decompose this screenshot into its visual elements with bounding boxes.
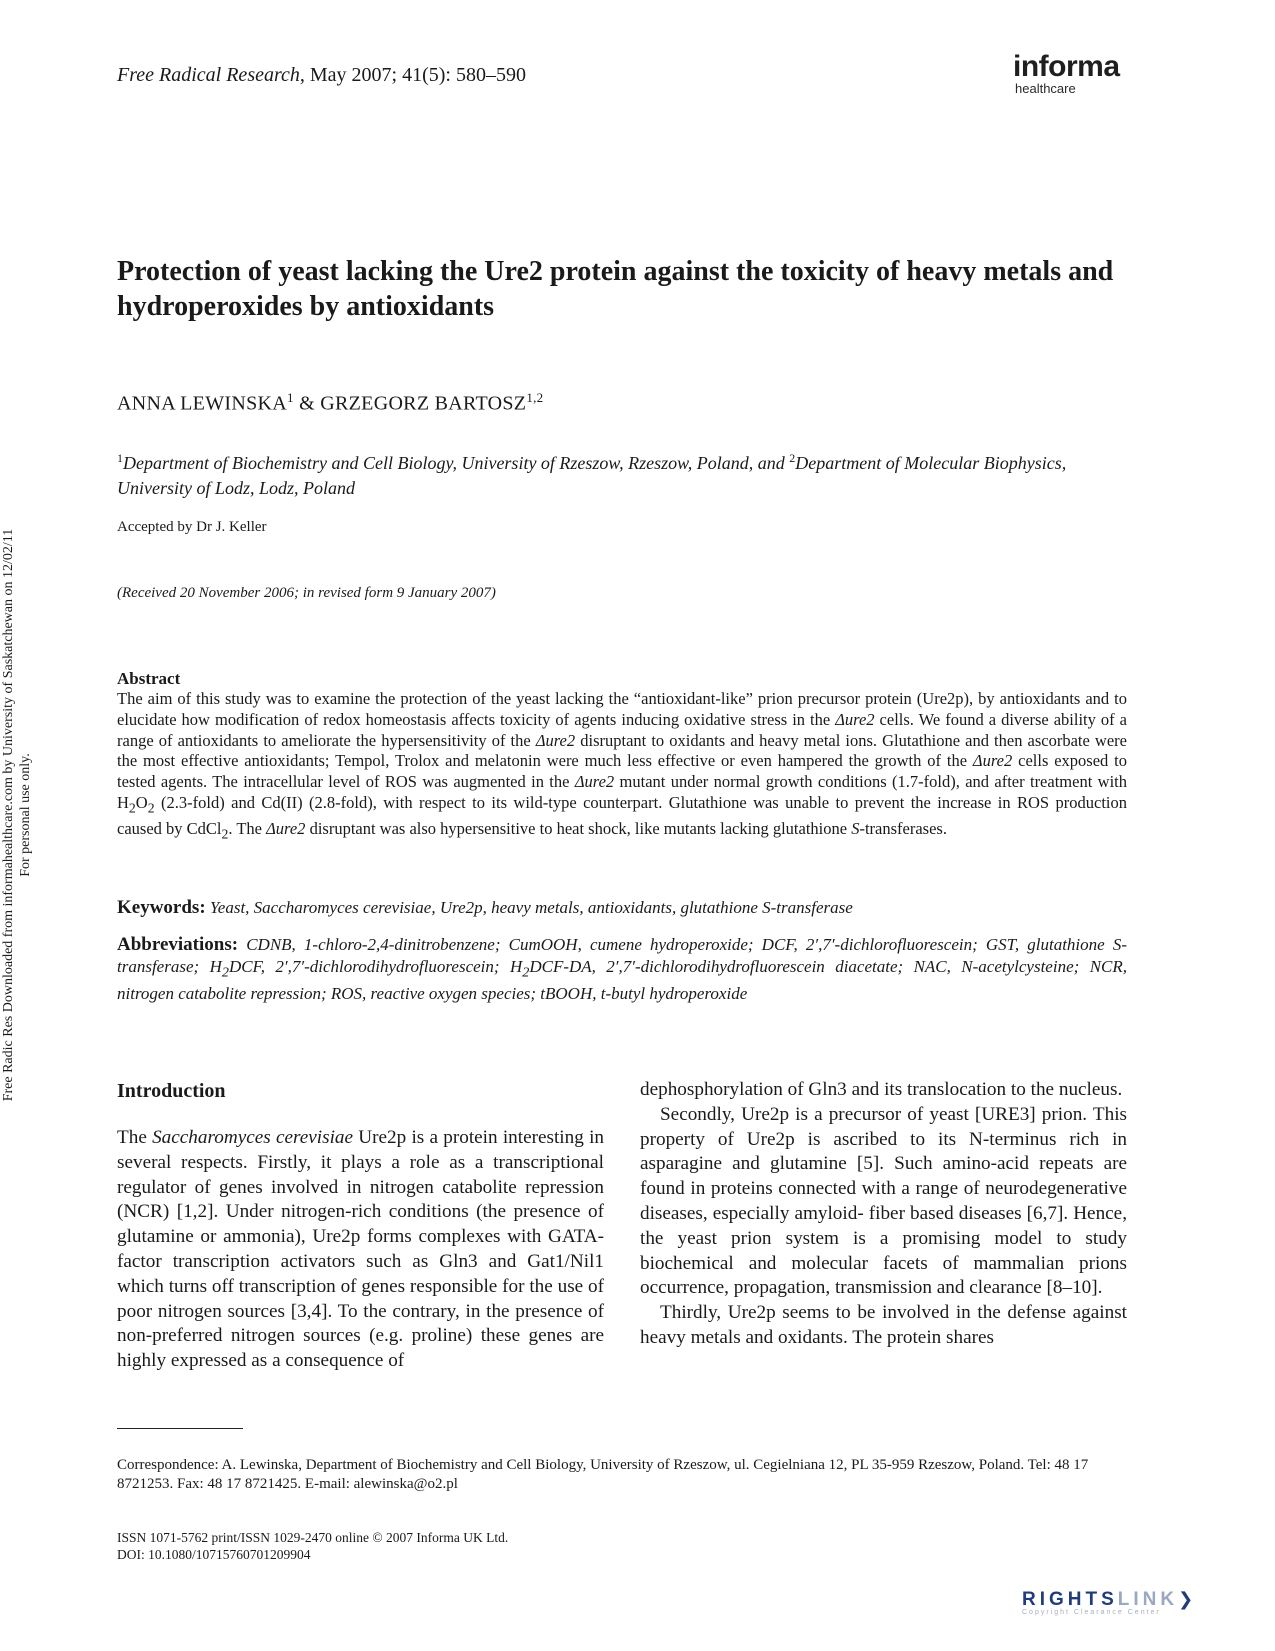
subscript: 2 <box>147 800 155 816</box>
abstract-text <box>117 689 1127 845</box>
paragraph-part: Ure2p is a protein interesting in several respects. Firstly, it plays a role as a transcriptional regulator of genes involved in nitrogen catabolite repression (NCR) [1,2]. Under nitrogen-rich conditions (the presence of glutamine or ammonia), Ure2p forms complexes with GATA-factor transcription activators such as Gln3 and Gat1/Nil1 which turns off transcription of genes responsible for the use of poor nitrogen sources [3,4]. To the contrary, in the presence of non-preferred nitrogen sources (e.g. proline) these genes are highly expressed as a consequence of <box>117 1127 604 1372</box>
abstract-part: cells exposed to tested agents. The intracellular level of ROS was augmented in the <box>117 751 1128 792</box>
rightslink-logo[interactable] <box>1022 1589 1262 1633</box>
abstract-part: -transferases. <box>859 819 947 839</box>
affil-1: Department of Biochemistry and Cell Biology, University of Rzeszow, Rzeszow, Poland, and <box>123 453 790 473</box>
author-separator: & <box>293 392 321 415</box>
paragraph: dephosphorylation of Gln3 and its translocation to the nucleus. <box>640 1079 1123 1100</box>
paragraph <box>117 1126 604 1374</box>
author-line <box>117 390 543 416</box>
issn-doi <box>117 1529 508 1563</box>
footnote-rule <box>117 1428 243 1429</box>
keywords <box>117 897 1127 919</box>
abstract-part: disruptant was also hypersensitive to heat shock, like mutants lacking glutathione <box>305 819 852 839</box>
abbreviations-part: DCF-DA, 2′,7′-dichlorodihydrofluorescein diacetate; NAC, N-acetylcysteine; NCR, nitrogen catabolite repression; ROS, reactive oxygen species; tBOOH, t-butyl hydroperoxide <box>117 957 1128 1004</box>
body-column-left <box>117 1126 604 1374</box>
abbreviations-part: DCF, 2′,7′-dichlorodihydrofluorescein; H <box>228 957 523 976</box>
gene-name: Δure2 <box>972 751 1013 771</box>
abbreviations <box>117 934 1127 1005</box>
journal-issue: , May 2007; 41(5): 580–590 <box>299 64 526 86</box>
author-2-affil: 1,2 <box>526 390 544 405</box>
keywords-value: Yeast, Saccharomyces cerevisiae, Ure2p, heavy metals, antioxidants, glutathione S-transferase <box>205 898 853 917</box>
journal-title: Free Radical Research <box>117 64 300 86</box>
abstract-part: O <box>135 792 148 812</box>
abbreviations-label: Abbreviations: <box>117 934 239 955</box>
publisher-logo <box>1013 52 1173 96</box>
abbreviations-part: CDNB, 1-chloro-2,4-dinitrobenzene; CumOOH, cumene hydroperoxide; DCF, 2′,7′-dichlorofluorescein; GST, glutathione S-transferase; H <box>117 935 1127 976</box>
rightslink-brand-b: LINK <box>1117 1589 1179 1610</box>
chevron-right-icon: ❯ <box>1178 1589 1198 1609</box>
gene-name: Δure2 <box>574 772 615 792</box>
author-1: ANNA LEWINSKA <box>117 392 287 415</box>
body-column-right <box>640 1078 1127 1351</box>
subscript: 2 <box>221 826 229 842</box>
abstract <box>117 669 1127 845</box>
affil-2-mark: 2 <box>789 451 796 465</box>
subscript: 2 <box>522 964 530 981</box>
affiliations <box>117 446 1127 501</box>
abstract-heading: Abstract <box>117 669 181 688</box>
abstract-part: disruptant to oxidants and heavy metal ions. Glutathione and then ascorbate were the most effective antioxidants; Tempol, Trolox and melatonin were much less effective or even hampered the growth of the <box>117 730 1127 771</box>
paragraph-part: The <box>117 1127 153 1148</box>
affil-1-mark: 1 <box>117 451 123 465</box>
subscript: 2 <box>221 964 229 981</box>
author-1-affil: 1 <box>287 390 294 405</box>
gene-name: Δure2 <box>535 730 576 750</box>
download-watermark <box>0 465 34 1165</box>
watermark-line-2: For personal use only. <box>18 753 33 877</box>
paragraph: Thirdly, Ure2p seems to be involved in the defense against heavy metals and oxidants. The protein shares <box>640 1302 1127 1348</box>
gene-name: Δure2 <box>266 819 306 839</box>
publisher-logo-word: informa <box>1013 50 1120 83</box>
publisher-logo-sub: healthcare <box>1015 81 1076 96</box>
article-title: Protection of yeast lacking the Ure2 protein against the toxicity of heavy metals and hydroperoxides by antioxidants <box>117 256 1114 322</box>
doi-line: DOI: 10.1080/10715760701209904 <box>117 1547 311 1562</box>
abstract-part: . The <box>228 819 267 839</box>
subscript: 2 <box>128 800 136 816</box>
correspondence-note: Correspondence: A. Lewinska, Department of Biochemistry and Cell Biology, University of Rzeszow, ul. Cegielniana 12, PL 35-959 Rzeszow, Poland. Tel: 48 17 8721253. Fax: 48 17 8721425. E-mail: alewinska@o2.pl <box>117 1457 1089 1492</box>
abstract-part: cells. We found a diverse ability of a range of antioxidants to ameliorate the hypersensitivity of the <box>117 709 1127 750</box>
paragraph: Secondly, Ure2p is a precursor of yeast [URE3] prion. This property of Ure2p is ascribed to its N-terminus rich in asparagine and glutamine [5]. Such amino-acid repeats are found in proteins connected with a range of neurodegenerative diseases, especially amyloid- fiber based diseases [6,7]. Hence, the yeast prion system is a promising model to study biochemical and molecular facets of mammalian prions occurrence, propagation, transmission and clearance [8–10]. <box>640 1103 1127 1299</box>
accepted-by: Accepted by Dr J. Keller <box>117 519 267 535</box>
author-2: GRZEGORZ BARTOSZ <box>320 392 527 415</box>
received-dates: (Received 20 November 2006; in revised form 9 January 2007) <box>117 585 496 601</box>
abstract-part: The aim of this study was to examine the protection of the yeast lacking the “antioxidant-like” prion precursor protein (Ure2p), by antioxidants and to elucidate how modification of redox homeostasis affects toxicity of agents inducing oxidative stress in the <box>117 689 1127 729</box>
species-name: Saccharomyces cerevisiae <box>152 1127 354 1148</box>
gene-name: Δure2 <box>835 709 875 729</box>
affil-2: Department of Molecular Biophysics, University of Lodz, Lodz, Poland <box>117 453 1067 498</box>
italic-letter: S <box>851 819 860 839</box>
keywords-label: Keywords: <box>117 897 206 918</box>
watermark-line-1: Free Radic Res Downloaded from informahealthcare.com by University of Saskatchewan on 12/02/11 <box>1 528 16 1102</box>
introduction-heading: Introduction <box>117 1080 226 1102</box>
rightslink-word <box>1022 1589 1262 1611</box>
rightslink-sub: Copyright Clearance Center <box>1022 1609 1161 1616</box>
abstract-part: (2.3-fold) and Cd(II) (2.8-fold), with respect to its wild-type counterpart. Glutathione was unable to prevent the increase in ROS production caused by CdCl <box>117 792 1127 839</box>
journal-citation <box>117 64 526 87</box>
rightslink-brand-a: RIGHTS <box>1022 1589 1118 1610</box>
abstract-part: mutant under normal growth conditions (1.7-fold), and after treatment with H <box>117 772 1127 812</box>
issn-line: ISSN 1071-5762 print/ISSN 1029-2470 online © 2007 Informa UK Ltd. <box>117 1530 509 1545</box>
